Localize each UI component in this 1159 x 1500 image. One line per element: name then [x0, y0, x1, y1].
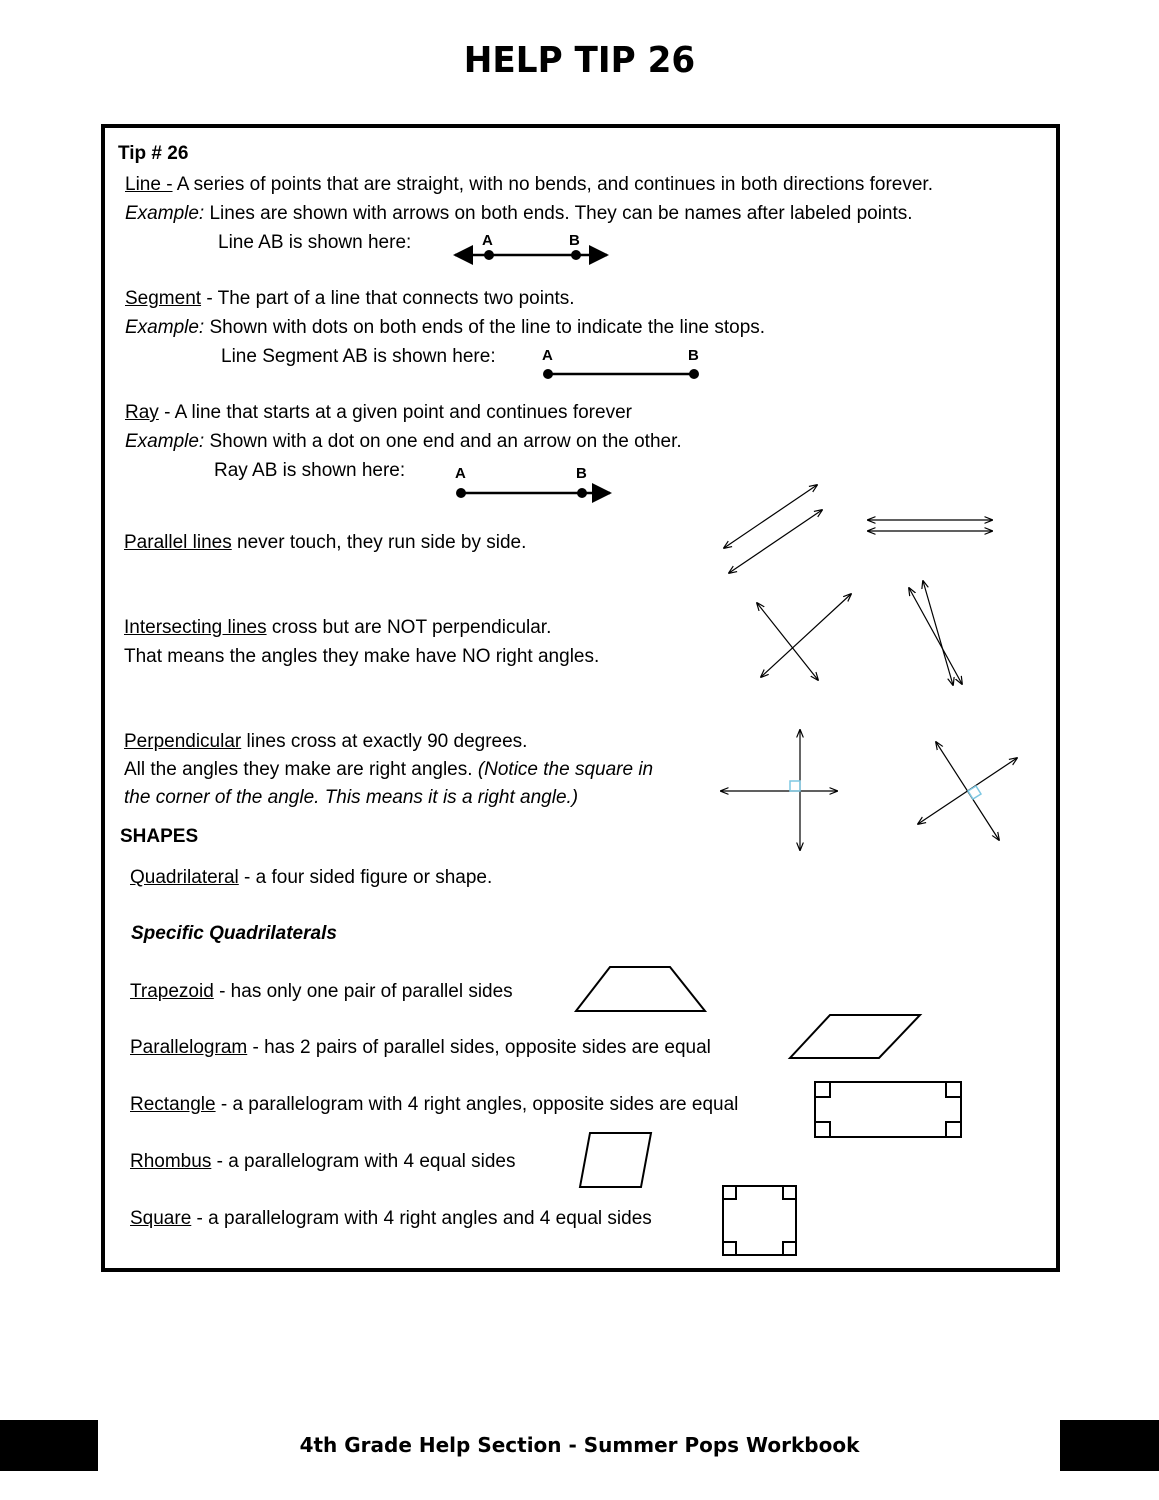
line-example-text: Lines are shown with arrows on both ends. They can be names after labeled points. — [204, 203, 913, 224]
ray-example-text: Shown with a dot on one end and an arrow on the other. — [204, 431, 682, 452]
line-definition-text: A series of points that are straight, with no bends, and continues in both directions forever. — [172, 174, 933, 195]
segment-example-text: Shown with dots on both ends of the line to indicate the line stops. — [204, 317, 766, 338]
page-title: HELP TIP 26 — [463, 40, 696, 81]
tip-heading: Tip # 26 — [118, 143, 189, 164]
rectangle-shape — [815, 1082, 961, 1137]
square-term: Square — [130, 1208, 192, 1229]
quadrilateral-definition-text: - a four sided figure or shape. — [238, 867, 493, 888]
parallelogram-definition-text: - has 2 pairs of parallel sides, opposite sides are equal — [247, 1037, 711, 1058]
segment-term: Segment — [125, 288, 202, 309]
intersecting-line2: That means the angles they make have NO right angles. — [124, 646, 600, 667]
square-definition-text: - a parallelogram with 4 right angles and 4 equal sides — [191, 1208, 652, 1229]
quadrilateral-term: Quadrilateral — [130, 867, 239, 888]
intersecting-term: Intersecting lines — [124, 617, 267, 638]
perpendicular-line2-text: All the angles they make are right angles. — [124, 759, 478, 780]
rectangle-definition-text: - a parallelogram with 4 right angles, opposite sides are equal — [215, 1094, 739, 1115]
rhombus-definition-text: - a parallelogram with 4 equal sides — [211, 1151, 516, 1172]
intersecting-definition-text: cross but are NOT perpendicular. — [266, 617, 552, 638]
segment-point-b-label: B — [688, 347, 699, 364]
perpendicular-note-2: the corner of the angle. This means it is a right angle.) — [124, 787, 579, 808]
specific-quadrilaterals-heading: Specific Quadrilaterals — [131, 923, 337, 944]
segment-point-a-label: A — [542, 347, 553, 364]
parallel-definition-text: never touch, they run side by side. — [231, 532, 527, 553]
rhombus-shape — [580, 1133, 651, 1187]
example-label: Example: — [125, 203, 205, 224]
square-shape — [723, 1186, 796, 1255]
perpendicular-term: Perpendicular — [124, 731, 242, 752]
parallel-term: Parallel lines — [124, 532, 232, 553]
footer-text: 4th Grade Help Section - Summer Pops Workbook — [299, 1433, 860, 1457]
ray-shown-here: Ray AB is shown here: — [214, 460, 406, 481]
ray-term: Ray — [125, 402, 159, 423]
rectangle-term: Rectangle — [130, 1094, 216, 1115]
line-point-b-label: B — [569, 232, 580, 249]
line-term: Line - — [125, 174, 173, 195]
rhombus-term: Rhombus — [130, 1151, 212, 1172]
ray-definition-text: - A line that starts at a given point and continues forever — [158, 402, 632, 423]
segment-definition-text: - The part of a line that connects two points. — [201, 288, 575, 309]
example-label: Example: — [125, 317, 205, 338]
parallelogram-shape — [790, 1015, 920, 1058]
shapes-heading: SHAPES — [120, 826, 199, 847]
parallelogram-term: Parallelogram — [130, 1037, 248, 1058]
line-shown-here: Line AB is shown here: — [218, 232, 412, 253]
ray-point-b-label: B — [576, 465, 587, 482]
ray-point-a-label: A — [455, 465, 466, 482]
trapezoid-definition-text: - has only one pair of parallel sides — [213, 981, 513, 1002]
perpendicular-note-1: (Notice the square in — [477, 759, 654, 780]
trapezoid-term: Trapezoid — [130, 981, 214, 1002]
line-point-a-label: A — [482, 232, 493, 249]
example-label: Example: — [125, 431, 205, 452]
segment-shown-here: Line Segment AB is shown here: — [221, 346, 496, 367]
perpendicular-definition-text: lines cross at exactly 90 degrees. — [241, 731, 528, 752]
trapezoid-shape — [576, 967, 705, 1011]
